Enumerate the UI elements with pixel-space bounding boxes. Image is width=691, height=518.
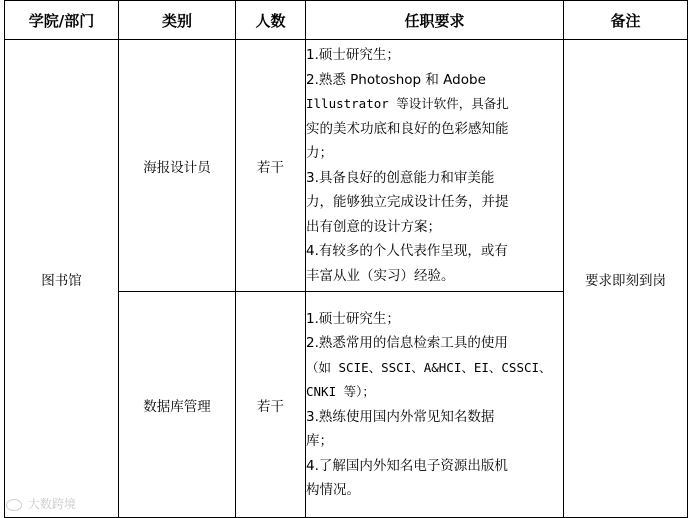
requirement-line: 实的美术功底和良好的色彩感知能	[306, 120, 509, 137]
requirement-line: 丰富从业（实习）经验。	[306, 267, 455, 284]
header-requirements: 任职要求	[306, 1, 564, 40]
requirement-line: 力，能够独立完成设计任务，并提	[306, 194, 509, 210]
remarks-cell: 要求即刻到岗	[564, 40, 688, 518]
header-remarks: 备注	[564, 1, 688, 40]
category-cell: 数据库管理	[119, 292, 236, 518]
brand-logo-icon	[6, 499, 22, 511]
requirement-line: Illustrator 等设计软件，具备扎	[306, 96, 509, 111]
requirement-line: 3.具备良好的创意能力和审美能	[306, 169, 495, 186]
requirement-line: 出有创意的设计方案；	[306, 218, 441, 235]
requirements-cell	[306, 40, 564, 292]
header-category: 类别	[119, 1, 236, 40]
watermark-text: 大数跨境	[27, 497, 76, 511]
requirement-line: （如 SCIE、SSCI、A&HCI、EI、CSSCI、	[306, 359, 552, 375]
requirement-line: 2.熟悉常用的信息检索工具的使用	[306, 335, 508, 351]
count-cell: 若干	[236, 292, 306, 518]
requirement-line: 4.了解国内外知名电子资源出版机	[306, 457, 508, 474]
table-row	[5, 40, 688, 292]
recruitment-table-container	[4, 0, 687, 516]
header-count: 人数	[236, 1, 306, 40]
requirement-line: 构情况。	[306, 482, 360, 498]
recruitment-table	[4, 0, 688, 518]
requirement-line: 4.有较多的个人代表作呈现，或有	[306, 243, 508, 259]
requirement-line: 1.硕士研究生；	[306, 47, 400, 63]
requirement-line: CNKI 等）；	[306, 384, 375, 399]
table-header-row	[5, 1, 688, 40]
requirement-line: 力；	[306, 145, 333, 161]
requirement-line: 1.硕士研究生；	[306, 310, 400, 327]
watermark	[6, 495, 76, 512]
department-cell: 图书馆	[5, 40, 119, 518]
requirement-line: 3.熟练使用国内外常见知名数据	[306, 408, 495, 425]
requirement-line: 库；	[306, 433, 333, 449]
requirement-line: 2.熟悉 Photoshop 和 Adobe	[306, 71, 486, 88]
category-cell: 海报设计员	[119, 40, 236, 292]
count-cell: 若干	[236, 40, 306, 292]
header-college: 学院/部门	[5, 1, 119, 40]
requirements-cell	[306, 292, 564, 518]
